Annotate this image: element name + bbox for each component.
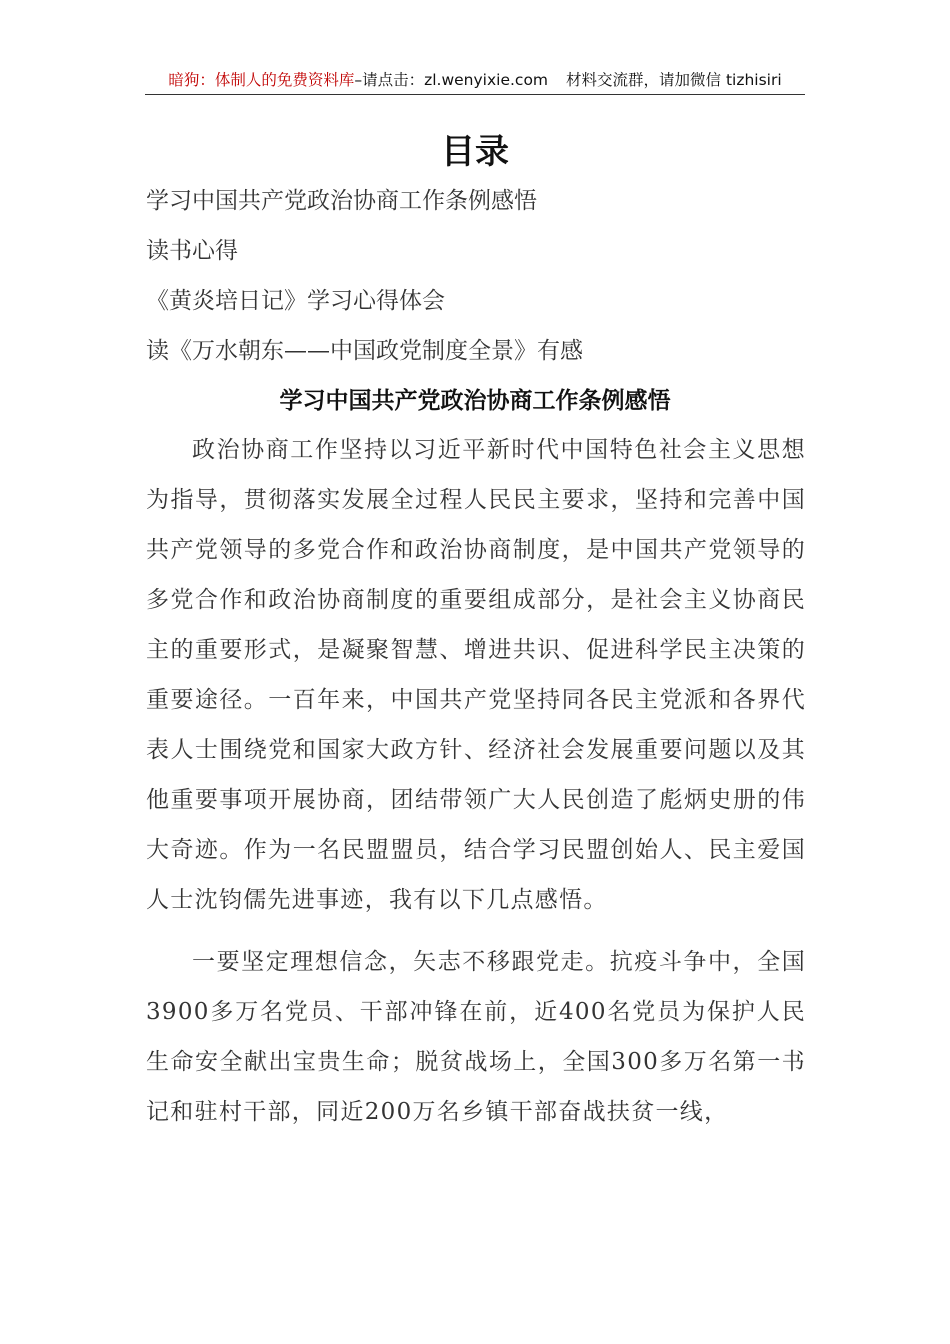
header-group-note: 材料交流群，请加微信 tizhisiri [566, 71, 782, 89]
paragraph: 一要坚定理想信念，矢志不移跟党走。抗疫斗争中，全国3900多万名党员、干部冲锋在前，近400名党员为保护人民生命安全献出宝贵生命；脱贫战场上，全国300多万名第一书记和驻村干部，同近200万名乡镇干部奋战扶贫一线， [146, 949, 806, 1125]
toc-item: 《黄炎培日记》学习心得体会 [146, 288, 445, 314]
toc-item: 读《万水朝东——中国政党制度全景》有感 [146, 338, 583, 364]
body-text [146, 425, 806, 1137]
paragraph: 政治协商工作坚持以习近平新时代中国特色社会主义思想为指导，贯彻落实发展全过程人民民主要求，坚持和完善中国共产党领导的多党合作和政治协商制度，是中国共产党领导的多党合作和政治协商制度的重要组成部分，是社会主义协商民主的重要形式，是凝聚智慧、增进共识、促进科学民主决策的重要途径。一百年来，中国共产党坚持同各民主党派和各界代表人士围绕党和国家大政方针、经济社会发展重要问题以及其他重要事项开展协商，团结带领广大人民创造了彪炳史册的伟大奇迹。作为一名民盟盟员，结合学习民盟创始人、民主爱国人士沈钧儒先进事迹，我有以下几点感悟。 [146, 437, 806, 913]
header-brand: 暗狗：体制人的免费资料库 [168, 71, 355, 89]
toc-item: 读书心得 [146, 238, 238, 264]
toc-item: 学习中国共产党政治协商工作条例感悟 [146, 188, 537, 214]
header-url-link[interactable]: zl.wenyixie.com [424, 71, 549, 89]
document-title: 目录 [441, 132, 509, 172]
page-header [145, 66, 805, 95]
table-of-contents [146, 176, 583, 376]
header-click-prompt: –请点击： [354, 71, 425, 89]
section-title: 学习中国共产党政治协商工作条例感悟 [279, 387, 671, 414]
